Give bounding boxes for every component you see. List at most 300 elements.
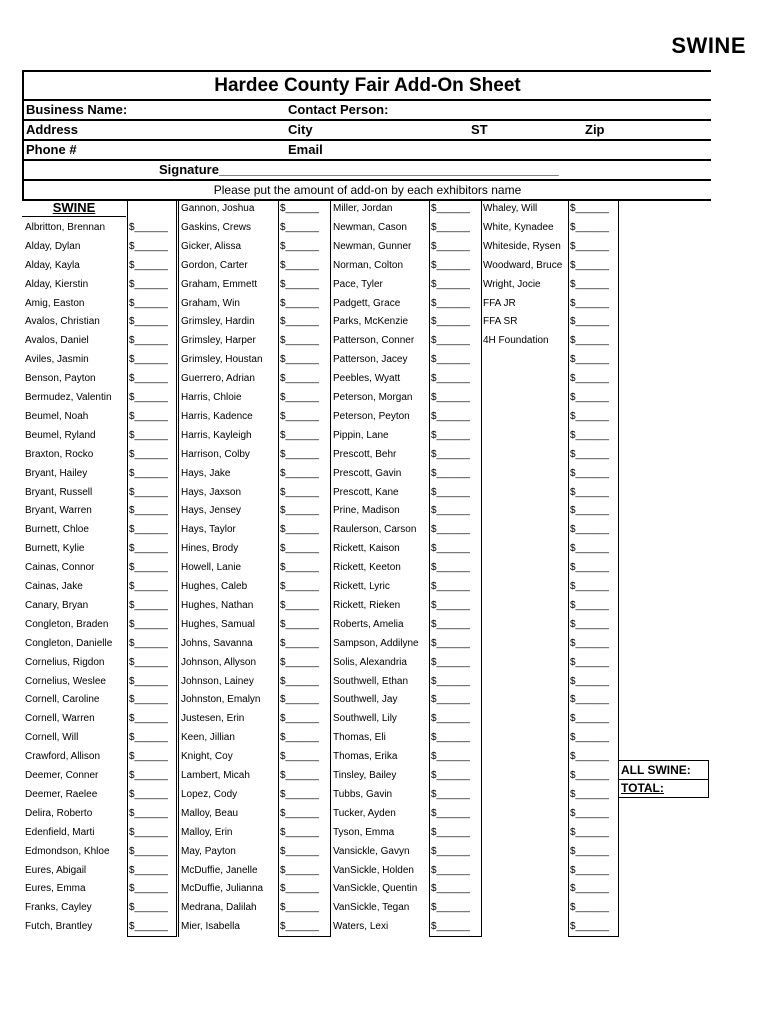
add-on-amount-field[interactable]: $______ <box>431 259 470 271</box>
add-on-amount-field[interactable]: $______ <box>129 221 168 233</box>
add-on-amount-field[interactable]: $______ <box>570 448 609 460</box>
add-on-amount-field[interactable]: $______ <box>570 599 609 611</box>
add-on-amount-field[interactable]: $______ <box>280 467 319 479</box>
add-on-amount-field[interactable]: $______ <box>570 392 609 403</box>
exhibitor-name: Hays, Jaxson <box>181 486 242 498</box>
exhibitor-name: FFA SR <box>483 316 518 328</box>
exhibitor-name: VanSickle, Tegan <box>333 902 410 914</box>
exhibitor-name: Hines, Brody <box>181 543 239 555</box>
add-on-amount-field[interactable]: $______ <box>129 788 168 800</box>
exhibitor-name: Hays, Jensey <box>181 505 242 517</box>
add-on-amount-field[interactable]: $______ <box>129 826 168 838</box>
exhibitor-name: Gordon, Carter <box>181 259 248 271</box>
add-on-amount-field[interactable]: $______ <box>280 505 319 517</box>
exhibitor-name: Medrana, Dalilah <box>181 902 257 914</box>
add-on-amount-field[interactable]: $______ <box>129 637 168 649</box>
exhibitor-name: Johnston, Emalyn <box>181 694 261 706</box>
add-on-amount-field[interactable]: $______ <box>570 581 609 592</box>
add-on-amount-field[interactable]: $______ <box>129 713 168 725</box>
add-on-amount-field[interactable]: $______ <box>431 675 470 687</box>
add-on-amount-field[interactable]: $______ <box>570 770 609 781</box>
exhibitor-name: Prine, Madison <box>333 505 400 517</box>
exhibitor-name: Canary, Bryan <box>25 599 89 611</box>
add-on-amount-field[interactable]: $______ <box>431 751 470 763</box>
add-on-amount-field[interactable]: $______ <box>129 505 168 517</box>
exhibitor-name: Sampson, Addilyne <box>333 637 419 649</box>
email-label: Email <box>288 142 323 157</box>
add-on-amount-field[interactable]: $______ <box>431 486 470 498</box>
add-on-amount-field[interactable]: $______ <box>280 221 319 233</box>
exhibitor-name: Malloy, Erin <box>181 826 233 838</box>
signature-label <box>159 161 559 179</box>
exhibitor-name: Albritton, Brennan <box>25 221 106 233</box>
add-on-amount-field[interactable]: $______ <box>280 392 319 403</box>
add-on-amount-field[interactable]: $______ <box>280 656 319 668</box>
add-on-amount-field[interactable]: $______ <box>570 543 609 555</box>
add-on-amount-field[interactable]: $______ <box>570 505 609 517</box>
add-on-amount-field[interactable]: $______ <box>431 845 470 857</box>
exhibitor-name: Alday, Dylan <box>25 240 81 252</box>
add-on-amount-field[interactable]: $______ <box>570 788 609 800</box>
add-on-amount-field[interactable]: $______ <box>280 826 319 838</box>
business-row <box>24 101 711 121</box>
exhibitor-name: Hughes, Samual <box>181 618 255 630</box>
exhibitor-name: Malloy, Beau <box>181 807 239 819</box>
add-on-amount-field[interactable]: $______ <box>280 581 319 592</box>
add-on-amount-field[interactable]: $______ <box>129 807 168 819</box>
address-row <box>24 121 711 141</box>
add-on-amount-field[interactable]: $______ <box>570 732 609 744</box>
exhibitor-name: Norman, Colton <box>333 259 404 271</box>
exhibitor-name: Miller, Jordan <box>333 203 393 214</box>
add-on-amount-field[interactable]: $______ <box>431 505 470 517</box>
add-on-amount-field[interactable]: $______ <box>280 675 319 687</box>
phone-row <box>24 141 711 161</box>
exhibitor-name: Justesen, Erin <box>181 713 245 725</box>
add-on-amount-field[interactable]: $______ <box>129 902 168 914</box>
add-on-amount-field[interactable]: $______ <box>570 335 609 347</box>
exhibitor-name: Prescott, Gavin <box>333 467 402 479</box>
add-on-amount-field[interactable]: $______ <box>570 826 609 838</box>
exhibitor-name: Keen, Jillian <box>181 732 235 744</box>
exhibitor-name: Rickett, Kaison <box>333 543 400 555</box>
phone-label: Phone # <box>26 142 77 157</box>
exhibitor-name: Franks, Cayley <box>25 902 92 914</box>
exhibitor-name: Cainas, Jake <box>25 581 83 592</box>
exhibitor-name: Benson, Payton <box>25 373 96 385</box>
add-on-amount-field[interactable]: $______ <box>280 599 319 611</box>
add-on-amount-field[interactable]: $______ <box>570 883 609 895</box>
add-on-amount-field[interactable]: $______ <box>431 713 470 725</box>
exhibitor-name: Lambert, Micah <box>181 770 250 781</box>
add-on-amount-field[interactable]: $______ <box>431 902 470 914</box>
add-on-amount-field[interactable]: $______ <box>280 562 319 574</box>
exhibitor-name: Woodward, Bruce <box>483 259 563 271</box>
add-on-amount-field[interactable]: $______ <box>129 335 168 347</box>
add-on-amount-field[interactable]: $______ <box>431 467 470 479</box>
add-on-amount-field[interactable]: $______ <box>431 429 470 441</box>
add-on-amount-field[interactable]: $______ <box>280 732 319 744</box>
exhibitor-name: Prescott, Kane <box>333 486 399 498</box>
exhibitor-name: Whiteside, Rysen <box>483 240 561 252</box>
add-on-amount-field[interactable]: $______ <box>129 486 168 498</box>
add-on-amount-field[interactable]: $______ <box>280 373 319 385</box>
add-on-amount-field[interactable]: $______ <box>570 675 609 687</box>
add-on-amount-field[interactable]: $______ <box>280 770 319 781</box>
add-on-amount-field[interactable]: $______ <box>431 562 470 574</box>
add-on-amount-field[interactable]: $______ <box>431 240 470 252</box>
add-on-amount-field[interactable]: $______ <box>280 807 319 819</box>
exhibitor-name: Cornell, Warren <box>25 713 95 725</box>
add-on-amount-field[interactable]: $______ <box>431 770 470 781</box>
signature-row <box>24 161 711 181</box>
exhibitor-name: Newman, Cason <box>333 221 407 233</box>
exhibitor-name: Burnett, Kylie <box>25 543 85 555</box>
exhibitor-name: Peterson, Morgan <box>333 392 413 403</box>
add-on-amount-field[interactable]: $______ <box>129 410 168 422</box>
add-on-amount-field[interactable]: $______ <box>570 429 609 441</box>
add-on-amount-field[interactable]: $______ <box>280 543 319 555</box>
exhibitor-name: Hughes, Nathan <box>181 599 254 611</box>
exhibitor-name: Johnson, Lainey <box>181 675 254 687</box>
add-on-amount-field[interactable]: $______ <box>570 524 609 536</box>
exhibitor-name: Congleton, Danielle <box>25 637 113 649</box>
exhibitor-name: Rickett, Rieken <box>333 599 401 611</box>
add-on-amount-field[interactable]: $______ <box>280 618 319 630</box>
exhibitor-name: Braxton, Rocko <box>25 448 94 460</box>
add-on-amount-field[interactable]: $______ <box>280 751 319 763</box>
add-on-amount-field[interactable]: $______ <box>431 694 470 706</box>
exhibitor-name: Grimsley, Harper <box>181 335 256 347</box>
exhibitor-name: Roberts, Amelia <box>333 618 404 630</box>
exhibitor-name: Aviles, Jasmin <box>25 354 89 366</box>
exhibitor-name: Beumel, Ryland <box>25 429 96 441</box>
exhibitor-name: Delira, Roberto <box>25 807 93 819</box>
add-on-amount-field[interactable]: $______ <box>570 203 609 214</box>
add-on-amount-field[interactable]: $______ <box>129 373 168 385</box>
signature-text: Signature <box>159 162 219 177</box>
add-on-amount-field[interactable]: $______ <box>431 656 470 668</box>
instructions-text: Please put the amount of add-on by each exhibitors name <box>24 181 711 201</box>
exhibitor-name: McDuffie, Janelle <box>181 864 258 876</box>
add-on-amount-field[interactable]: $______ <box>280 864 319 876</box>
exhibitor-name: Waters, Lexi <box>333 921 389 933</box>
exhibitor-name: Wright, Jocie <box>483 278 541 290</box>
add-on-amount-field[interactable]: $______ <box>280 278 319 290</box>
add-on-amount-field[interactable]: $______ <box>431 788 470 800</box>
add-on-amount-field[interactable]: $______ <box>431 297 470 309</box>
exhibitor-name: Tubbs, Gavin <box>333 788 393 800</box>
add-on-amount-field[interactable]: $______ <box>129 883 168 895</box>
add-on-amount-field[interactable]: $______ <box>129 354 168 366</box>
add-on-amount-field[interactable]: $______ <box>431 278 470 290</box>
add-on-amount-field[interactable]: $______ <box>431 373 470 385</box>
add-on-amount-field[interactable]: $______ <box>570 297 609 309</box>
add-on-amount-field[interactable]: $______ <box>431 335 470 347</box>
add-on-amount-field[interactable]: $______ <box>129 316 168 328</box>
add-on-amount-field[interactable]: $______ <box>280 240 319 252</box>
add-on-amount-field[interactable]: $______ <box>280 637 319 649</box>
exhibitor-name: May, Payton <box>181 845 236 857</box>
add-on-amount-field[interactable]: $______ <box>570 694 609 706</box>
exhibitor-name: Thomas, Erika <box>333 751 398 763</box>
exhibitor-name: Guerrero, Adrian <box>181 373 255 385</box>
add-on-amount-field[interactable]: $______ <box>431 203 470 214</box>
exhibitor-name: Cornell, Caroline <box>25 694 100 706</box>
exhibitor-name: Prescott, Behr <box>333 448 397 460</box>
exhibitor-name: Harrison, Colby <box>181 448 250 460</box>
add-on-amount-field[interactable]: $______ <box>431 807 470 819</box>
exhibitor-name: Southwell, Lily <box>333 713 397 725</box>
exhibitor-name: Vansickle, Gavyn <box>333 845 410 857</box>
add-on-amount-field[interactable]: $______ <box>570 354 609 366</box>
exhibitor-name: Bryant, Hailey <box>25 467 88 479</box>
add-on-amount-field[interactable]: $______ <box>129 770 168 781</box>
add-on-amount-field[interactable]: $______ <box>570 921 609 933</box>
add-on-amount-field[interactable]: $______ <box>431 732 470 744</box>
exhibitor-name: Thomas, Eli <box>333 732 386 744</box>
add-on-amount-field[interactable]: $______ <box>129 429 168 441</box>
add-on-amount-field[interactable]: $______ <box>129 921 168 933</box>
exhibitor-name: Edenfield, Marti <box>25 826 95 838</box>
add-on-amount-field[interactable]: $______ <box>129 297 168 309</box>
exhibitor-name: Padgett, Grace <box>333 297 401 309</box>
exhibitor-name: Alday, Kayla <box>25 259 80 271</box>
add-on-amount-field[interactable]: $______ <box>431 883 470 895</box>
exhibitor-name: Solis, Alexandria <box>333 656 407 668</box>
add-on-amount-field[interactable]: $______ <box>280 410 319 422</box>
section-heading: SWINE <box>22 199 126 217</box>
exhibitor-name: Johnson, Allyson <box>181 656 257 668</box>
add-on-amount-field[interactable]: $______ <box>570 656 609 668</box>
add-on-amount-field[interactable]: $______ <box>570 467 609 479</box>
exhibitor-name: Cornelius, Weslee <box>25 675 106 687</box>
exhibitor-name: Alday, Kierstin <box>25 278 89 290</box>
add-on-amount-field[interactable]: $______ <box>570 637 609 649</box>
exhibitor-name: Southwell, Jay <box>333 694 398 706</box>
add-on-amount-field[interactable]: $______ <box>431 524 470 536</box>
exhibitor-name: Crawford, Allison <box>25 751 101 763</box>
add-on-amount-field[interactable]: $______ <box>431 448 470 460</box>
exhibitor-name: Pace, Tyler <box>333 278 383 290</box>
add-on-amount-field[interactable]: $______ <box>280 486 319 498</box>
add-on-amount-field[interactable]: $______ <box>129 656 168 668</box>
exhibitor-name: Tucker, Ayden <box>333 807 396 819</box>
add-on-amount-field[interactable]: $______ <box>570 562 609 574</box>
exhibitor-name: VanSickle, Holden <box>333 864 414 876</box>
add-on-amount-field[interactable]: $______ <box>129 732 168 744</box>
add-on-amount-field[interactable]: $______ <box>129 240 168 252</box>
add-on-amount-field[interactable]: $______ <box>129 392 168 403</box>
add-on-amount-field[interactable]: $______ <box>129 751 168 763</box>
add-on-amount-field[interactable]: $______ <box>129 562 168 574</box>
add-on-amount-field[interactable]: $______ <box>570 618 609 630</box>
add-on-amount-field[interactable]: $______ <box>431 392 470 403</box>
add-on-amount-field[interactable]: $______ <box>129 864 168 876</box>
add-on-amount-field[interactable]: $______ <box>570 864 609 876</box>
exhibitor-name: Lopez, Cody <box>181 788 238 800</box>
exhibitor-name: Mier, Isabella <box>181 921 240 933</box>
exhibitor-name: FFA JR <box>483 297 516 309</box>
exhibitor-name: Avalos, Christian <box>25 316 100 328</box>
add-on-amount-field[interactable]: $______ <box>570 316 609 328</box>
add-on-amount-field[interactable]: $______ <box>570 845 609 857</box>
add-on-amount-field[interactable]: $______ <box>280 316 319 328</box>
signature-line: _______________________________________________ <box>218 162 559 177</box>
add-on-amount-field[interactable]: $______ <box>570 240 609 252</box>
exhibitor-name: Burnett, Chloe <box>25 524 89 536</box>
exhibitor-name: Tyson, Emma <box>333 826 395 838</box>
add-on-amount-field[interactable]: $______ <box>570 751 609 763</box>
add-on-amount-field[interactable]: $______ <box>570 410 609 422</box>
exhibitor-name: Deemer, Conner <box>25 770 99 781</box>
exhibitor-name: Cainas, Connor <box>25 562 95 574</box>
add-on-amount-field[interactable]: $______ <box>431 316 470 328</box>
exhibitor-name: Harris, Kadence <box>181 410 253 422</box>
add-on-amount-field[interactable]: $______ <box>280 713 319 725</box>
exhibitor-name: Edmondson, Khloe <box>25 845 110 857</box>
page-label: SWINE <box>671 33 746 58</box>
add-on-amount-field[interactable]: $______ <box>280 788 319 800</box>
form-header <box>22 70 711 201</box>
exhibitor-name: Futch, Brantley <box>25 921 93 933</box>
exhibitor-name: Pippin, Lane <box>333 429 389 441</box>
exhibitor-name: Harris, Kayleigh <box>181 429 252 441</box>
exhibitor-name: Gicker, Alissa <box>181 240 242 252</box>
add-on-amount-field[interactable]: $______ <box>570 807 609 819</box>
add-on-amount-field[interactable]: $______ <box>129 581 168 592</box>
add-on-amount-field[interactable]: $______ <box>129 278 168 290</box>
exhibitor-name: Grimsley, Hardin <box>181 316 255 328</box>
add-on-amount-field[interactable]: $______ <box>431 221 470 233</box>
add-on-amount-field[interactable]: $______ <box>129 467 168 479</box>
exhibitor-name: Tinsley, Bailey <box>333 770 397 781</box>
exhibitor-name: 4H Foundation <box>483 335 549 347</box>
exhibitor-name: Cornell, Will <box>25 732 79 744</box>
add-on-amount-field[interactable]: $______ <box>570 902 609 914</box>
add-on-amount-field[interactable]: $______ <box>570 486 609 498</box>
add-on-amount-field[interactable]: $______ <box>129 543 168 555</box>
exhibitor-name: Peterson, Peyton <box>333 410 410 422</box>
exhibitor-name: Rickett, Keeton <box>333 562 401 574</box>
add-on-amount-field[interactable]: $______ <box>280 429 319 441</box>
add-on-amount-field[interactable]: $______ <box>129 845 168 857</box>
add-on-amount-field[interactable]: $______ <box>129 675 168 687</box>
exhibitor-name: White, Kynadee <box>483 221 554 233</box>
add-on-amount-field[interactable]: $______ <box>570 221 609 233</box>
exhibitor-name: Graham, Emmett <box>181 278 258 290</box>
exhibitor-name: Amig, Easton <box>25 297 85 309</box>
add-on-amount-field[interactable]: $______ <box>280 448 319 460</box>
exhibitor-name: Patterson, Conner <box>333 335 415 347</box>
zip-label: Zip <box>585 122 605 137</box>
city-label: City <box>288 122 313 137</box>
exhibitor-name: Eures, Emma <box>25 883 86 895</box>
add-on-amount-field[interactable]: $______ <box>431 826 470 838</box>
exhibitor-name: Johns, Savanna <box>181 637 253 649</box>
add-on-amount-field[interactable]: $______ <box>431 581 470 592</box>
add-on-amount-field[interactable]: $______ <box>129 524 168 536</box>
add-on-amount-field[interactable]: $______ <box>570 278 609 290</box>
exhibitor-name: Bermudez, Valentin <box>25 392 112 403</box>
exhibitor-name: Newman, Gunner <box>333 240 412 252</box>
add-on-amount-field[interactable]: $______ <box>280 883 319 895</box>
exhibitor-name: Whaley, Will <box>483 203 538 214</box>
add-on-amount-field[interactable]: $______ <box>280 524 319 536</box>
add-on-amount-field[interactable]: $______ <box>280 354 319 366</box>
exhibitor-name: Howell, Lanie <box>181 562 242 574</box>
exhibitor-name: Knight, Coy <box>181 751 233 763</box>
exhibitor-name: Cornelius, Rigdon <box>25 656 105 668</box>
exhibitor-name: Peebles, Wyatt <box>333 373 401 385</box>
add-on-amount-field[interactable]: $______ <box>431 410 470 422</box>
exhibitor-name: Deemer, Raelee <box>25 788 98 800</box>
exhibitor-name: Beumel, Noah <box>25 410 89 422</box>
add-on-amount-field[interactable]: $______ <box>431 618 470 630</box>
exhibitor-name: Hays, Jake <box>181 467 231 479</box>
exhibitor-name: VanSickle, Quentin <box>333 883 418 895</box>
exhibitor-name: Grimsley, Houstan <box>181 354 263 366</box>
add-on-amount-field[interactable]: $______ <box>280 921 319 933</box>
exhibitor-name: Congleton, Braden <box>25 618 109 630</box>
st-label: ST <box>471 122 488 137</box>
add-on-amount-field[interactable]: $______ <box>280 902 319 914</box>
add-on-amount-field[interactable]: $______ <box>431 543 470 555</box>
add-on-amount-field[interactable]: $______ <box>280 845 319 857</box>
exhibitor-name: Harris, Chloie <box>181 392 242 403</box>
add-on-amount-field[interactable]: $______ <box>431 354 470 366</box>
add-on-amount-field[interactable]: $______ <box>280 259 319 271</box>
exhibitor-name: Bryant, Russell <box>25 486 93 498</box>
add-on-amount-field[interactable]: $______ <box>129 599 168 611</box>
exhibitor-name: Southwell, Ethan <box>333 675 409 687</box>
add-on-amount-field[interactable]: $______ <box>431 921 470 933</box>
add-on-amount-field[interactable]: $______ <box>570 373 609 385</box>
exhibitor-name: Patterson, Jacey <box>333 354 408 366</box>
add-on-amount-field[interactable]: $______ <box>280 203 319 214</box>
add-on-amount-field[interactable]: $______ <box>431 599 470 611</box>
exhibitor-name: Avalos, Daniel <box>25 335 89 347</box>
exhibitor-name: Raulerson, Carson <box>333 524 417 536</box>
add-on-amount-field[interactable]: $______ <box>280 694 319 706</box>
add-on-amount-field[interactable]: $______ <box>280 297 319 309</box>
exhibitor-name: Rickett, Lyric <box>333 581 390 592</box>
add-on-amount-field[interactable]: $______ <box>129 694 168 706</box>
exhibitor-name: Hughes, Caleb <box>181 581 248 592</box>
exhibitor-name: Parks, McKenzie <box>333 316 409 328</box>
form-title: Hardee County Fair Add-On Sheet <box>24 70 711 101</box>
add-on-amount-field[interactable]: $______ <box>280 335 319 347</box>
add-on-amount-field[interactable]: $______ <box>570 259 609 271</box>
add-on-amount-field[interactable]: $______ <box>431 637 470 649</box>
contact-person-label: Contact Person: <box>288 102 389 117</box>
add-on-amount-field[interactable]: $______ <box>129 448 168 460</box>
exhibitor-name: Gaskins, Crews <box>181 221 252 233</box>
totals-box <box>618 760 709 798</box>
exhibitor-name: McDuffie, Julianna <box>181 883 264 895</box>
exhibitor-name: Eures, Abigail <box>25 864 87 876</box>
business-name-label: Business Name: <box>26 102 128 117</box>
address-label: Address <box>26 122 79 137</box>
all-swine-label: ALL SWINE: <box>621 763 691 777</box>
exhibitor-name: Graham, Win <box>181 297 240 309</box>
add-on-amount-field[interactable]: $______ <box>431 864 470 876</box>
exhibitor-name: Gannon, Joshua <box>181 203 255 214</box>
add-on-amount-field[interactable]: $______ <box>129 618 168 630</box>
add-on-amount-field[interactable]: $______ <box>570 713 609 725</box>
exhibitor-name: Hays, Taylor <box>181 524 236 536</box>
add-on-amount-field[interactable]: $______ <box>129 259 168 271</box>
